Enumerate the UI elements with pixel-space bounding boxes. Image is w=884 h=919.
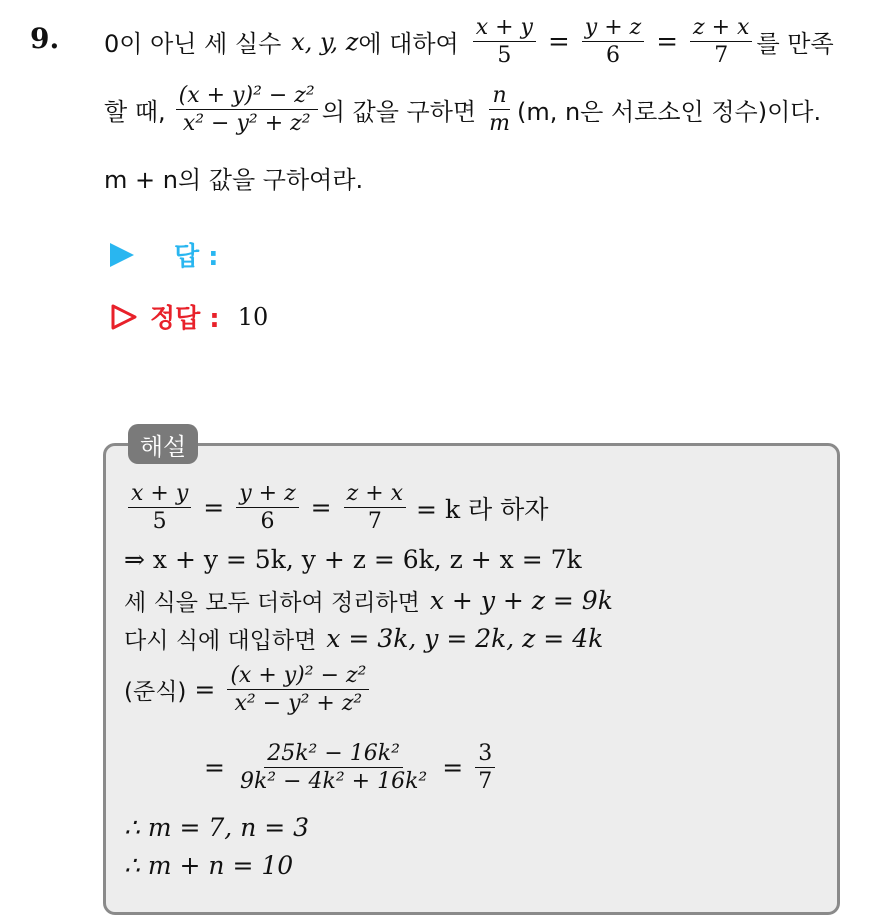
answer-row: [110, 236, 219, 273]
solution-line-4: [124, 622, 603, 655]
solution-line-1: [124, 482, 548, 533]
sol-sum-math: x + y + z = 9k: [429, 586, 613, 615]
solution-line-3: [124, 584, 613, 617]
solution-line-7: ∴ m = 7, n = 3: [124, 813, 310, 842]
solution-line-5: [124, 664, 373, 715]
fraction-z-plus-x-over-7: $\frac{z + x}{7}$: [690, 16, 752, 67]
equals-sign: =: [442, 753, 464, 783]
solution-line-2: ⇒ x + y = 5k, y + z = 6k, z + x = 7k: [124, 545, 582, 574]
problem-line-2: [104, 84, 821, 135]
fraction-y-plus-z-over-6: $\frac{y + z}{6}$: [582, 16, 644, 67]
problem-value-text: 의 값을 구하면: [321, 98, 477, 127]
problem-line-3: m + n의 값을 구하여라.: [104, 166, 364, 194]
sol-expr-label: (준식): [124, 679, 187, 706]
sol-substitute-text: 다시 식에 대입하면: [124, 628, 317, 654]
equals-sign: =: [656, 26, 679, 57]
solution-line-8: ∴ m + n = 10: [124, 851, 294, 880]
problem-vars: x, y, z: [291, 27, 359, 56]
outline-triangle-right-icon: [110, 303, 138, 331]
problem-coprime-text: (m, n은 서로소인 정수)이다.: [516, 98, 822, 127]
question-number: 9.: [30, 22, 60, 55]
equals-sign: =: [204, 753, 225, 783]
correct-answer-label: 정답 :: [150, 304, 220, 334]
sol-let-k-text: = k 라 하자: [416, 494, 549, 524]
sol-result-fraction: $\frac{3}{7}$: [475, 742, 495, 793]
fraction-x-plus-y-over-5: $\frac{x + y}{5}$: [473, 16, 536, 67]
solution-line-6: [196, 742, 499, 793]
filled-triangle-right-icon: [110, 243, 134, 267]
problem-line-1: [104, 16, 834, 67]
sol-frac-3: $\frac{z + x}{7}$: [344, 482, 406, 533]
problem-satisfy-text: 를 만족: [756, 30, 834, 59]
equals-sign: =: [547, 26, 570, 57]
equals-sign: =: [194, 675, 216, 705]
problem-condition-text: 에 대하여: [358, 30, 459, 59]
equals-sign: =: [203, 493, 225, 523]
answer-label: 답 :: [174, 242, 219, 272]
solution-tag: 해설: [128, 424, 198, 464]
target-expression-fraction: $\frac{\text{(x + y)² − z²}}{\text{x² − y² + z²}}$: [176, 84, 318, 135]
sol-sum-text: 세 식을 모두 더하여 정리하면: [124, 590, 420, 616]
n-over-m-fraction: $\frac{n}{m}$: [489, 83, 510, 137]
sol-frac-2: $\frac{y + z}{6}$: [236, 482, 298, 533]
sol-frac-1: $\frac{x + y}{5}$: [128, 482, 191, 533]
equals-sign: =: [310, 493, 332, 523]
correct-answer-value: 10: [237, 302, 269, 331]
problem-when-text: 할 때,: [104, 98, 166, 127]
sol-expr-fraction: $\frac{\text{(x + y)² − z²}}{\text{x² − y² + z²}}$: [227, 664, 369, 715]
sol-substitute-math: x = 3k, y = 2k, z = 4k: [326, 624, 604, 653]
correct-answer-row: [110, 298, 268, 335]
sol-k-fraction: $\frac{\text{25k² − 16k²}}{\text{9k² − 4k² + 16k²}}$: [239, 741, 428, 795]
problem-intro-text: 0이 아닌 세 실수: [104, 30, 282, 59]
